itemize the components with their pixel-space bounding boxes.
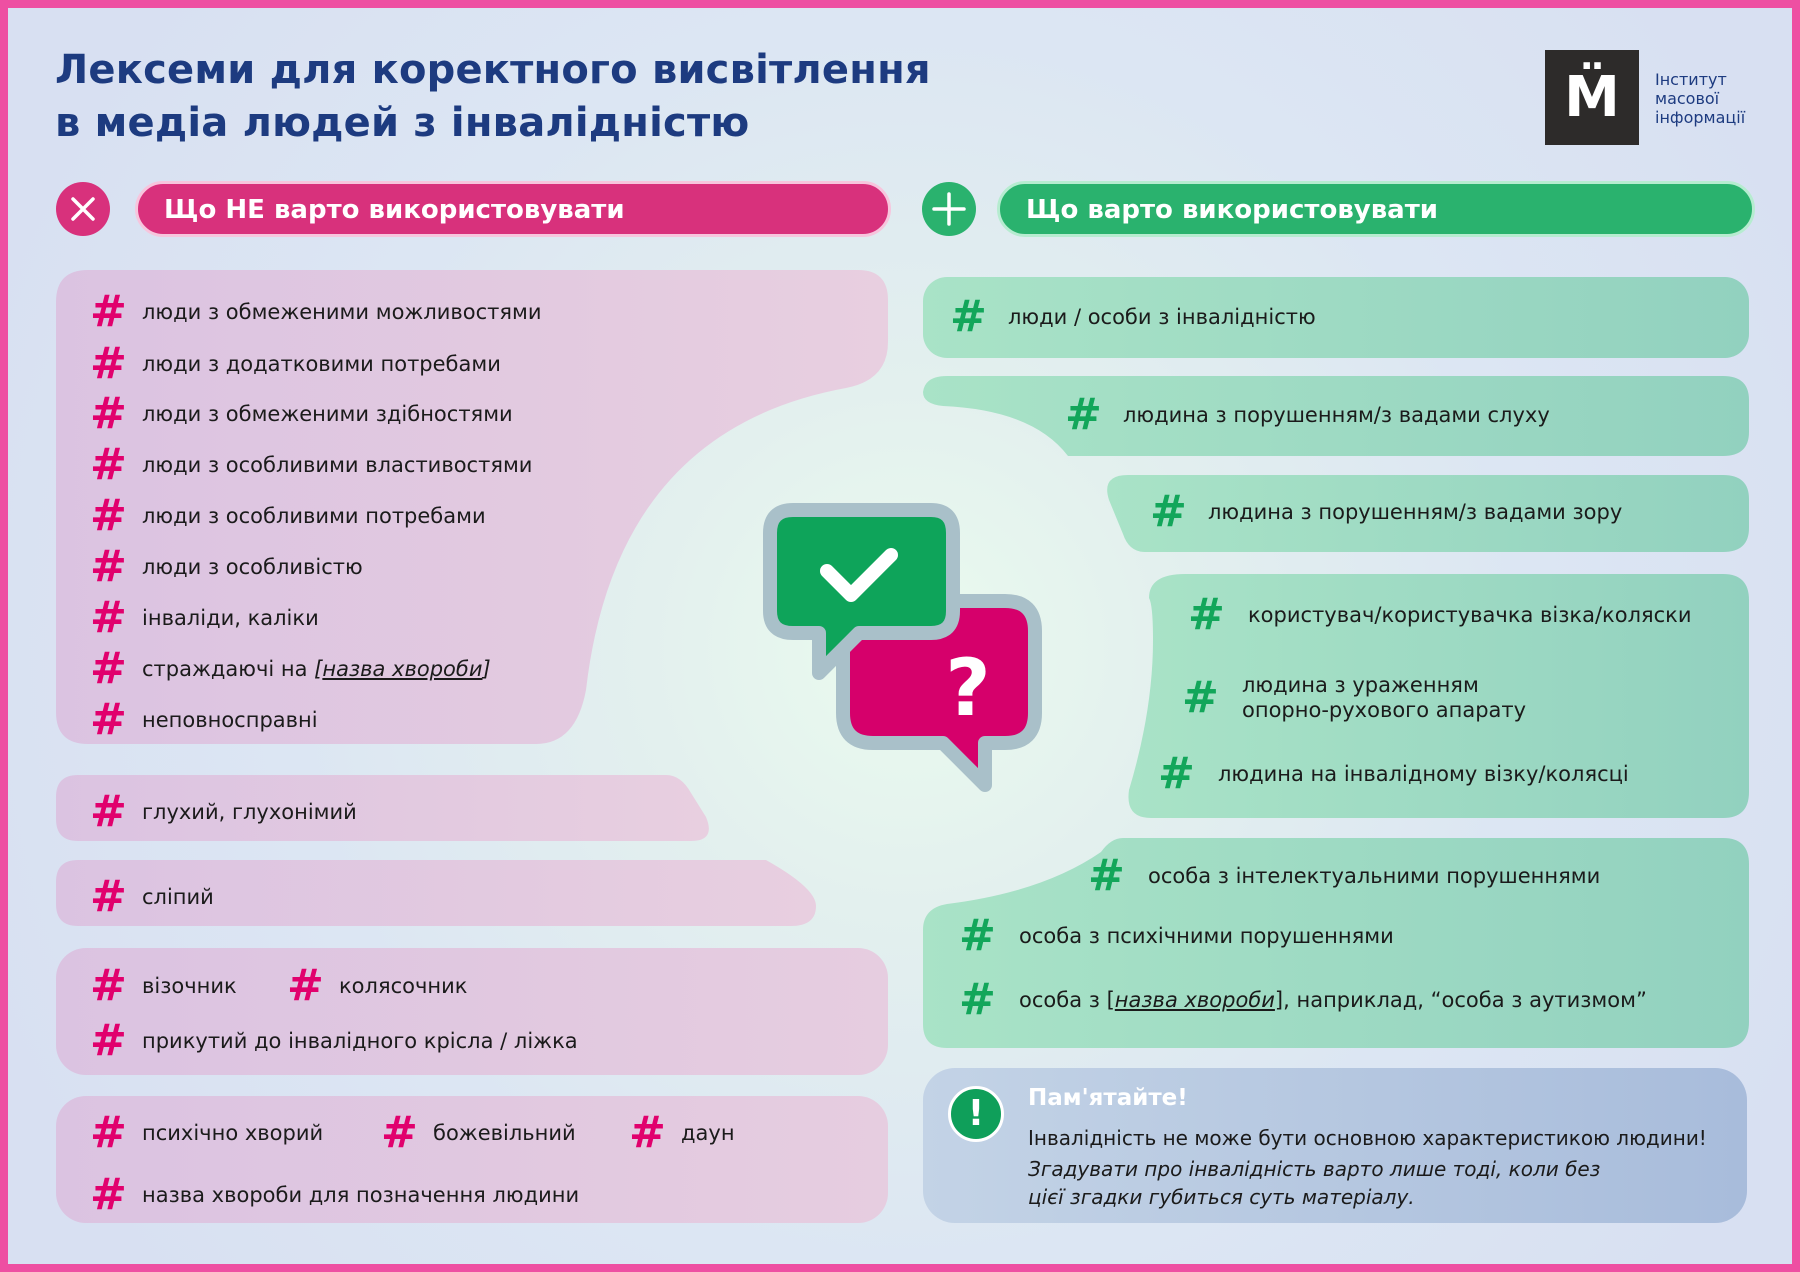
negative-term: люди з особливими потребами xyxy=(142,504,486,528)
positive-item xyxy=(1188,589,1692,640)
positive-item xyxy=(959,910,1394,961)
hash-icon: # xyxy=(90,1015,127,1066)
remember-note-line1: Згадувати про інвалідність варто лише тоді, коли без xyxy=(1028,1157,1601,1181)
negative-term: колясочник xyxy=(339,974,468,998)
remember-note xyxy=(1028,1155,1600,1211)
positive-term-disease xyxy=(1019,988,1647,1012)
suffering-prefix: страждаючі на xyxy=(142,657,315,681)
hash-icon: # xyxy=(950,291,987,342)
hash-icon: # xyxy=(1065,389,1102,440)
hash-icon: # xyxy=(1088,850,1125,901)
negative-term: даун xyxy=(681,1121,735,1145)
negative-term: інваліди, каліки xyxy=(142,606,319,630)
hash-icon: # xyxy=(90,338,127,389)
hash-icon: # xyxy=(1158,748,1195,799)
page-title-line1: Лексеми для коректного висвітлення xyxy=(55,47,931,93)
negative-item xyxy=(90,388,513,439)
negative-item xyxy=(90,643,491,694)
hash-icon: # xyxy=(90,388,127,439)
negative-item xyxy=(629,1107,735,1158)
header-negative: Що НЕ варто використовувати xyxy=(135,181,891,237)
positive-term-line1: людина з ураженням xyxy=(1242,673,1479,697)
hash-icon: # xyxy=(90,643,127,694)
remember-main-text: Інвалідність не може бути основною характеристикою людини! xyxy=(1028,1126,1707,1150)
hash-icon: # xyxy=(1188,589,1225,640)
negative-term: люди з додатковими потребами xyxy=(142,352,501,376)
hash-icon: # xyxy=(90,592,127,643)
svg-text:?: ? xyxy=(945,644,991,734)
hash-icon: # xyxy=(90,286,127,337)
chat-check-question-icon xyxy=(763,503,1058,793)
hash-icon: # xyxy=(90,871,127,922)
negative-item xyxy=(90,1015,578,1066)
negative-term: люди з обмеженими здібностями xyxy=(142,402,513,426)
negative-term: прикутий до інвалідного крісла / ліжка xyxy=(142,1029,578,1053)
hash-icon: # xyxy=(959,910,996,961)
negative-item xyxy=(90,786,357,837)
disease-suffix: ], наприклад, “особа з аутизмом” xyxy=(1274,988,1647,1012)
positive-term-line2: опорно-рухового апарату xyxy=(1242,698,1527,722)
remember-note-line2: цієї згадки губиться суть матеріалу. xyxy=(1028,1185,1415,1209)
positive-item xyxy=(1182,673,1526,723)
logo-line2: масової xyxy=(1655,89,1720,108)
positive-item xyxy=(1150,486,1623,537)
disease-prefix: особа з xyxy=(1019,988,1107,1012)
negative-term: люди з обмеженими можливостями xyxy=(142,300,542,324)
page-title xyxy=(55,44,931,150)
positive-term: людина з порушенням/з вадами зору xyxy=(1208,500,1623,524)
positive-term: люди / особи з інвалідністю xyxy=(1008,305,1316,329)
positive-item xyxy=(1088,850,1601,901)
negative-item xyxy=(90,1107,324,1158)
hash-icon: # xyxy=(90,490,127,541)
negative-term-suffering xyxy=(142,657,491,681)
negative-item xyxy=(90,694,318,745)
remember-title: Пам'ятайте! xyxy=(1028,1085,1188,1111)
plus-icon xyxy=(922,182,976,236)
positive-item xyxy=(950,291,1316,342)
hash-icon: # xyxy=(90,694,127,745)
negative-term: люди з особливістю xyxy=(142,555,363,579)
positive-item xyxy=(959,974,1647,1025)
negative-item xyxy=(90,490,486,541)
bracket-open: [ xyxy=(314,657,323,681)
disease-name-placeholder: назва хвороби xyxy=(1114,988,1275,1012)
close-icon xyxy=(56,182,110,236)
logo-text xyxy=(1655,70,1745,127)
negative-item xyxy=(287,960,468,1011)
bracket-open: [ xyxy=(1106,988,1115,1012)
hash-icon: # xyxy=(1150,486,1187,537)
negative-term: глухий, глухонімий xyxy=(142,800,357,824)
logo-line3: інформації xyxy=(1655,108,1746,127)
hash-icon: # xyxy=(90,541,127,592)
hash-icon: # xyxy=(629,1107,666,1158)
positive-item xyxy=(1158,748,1629,799)
bracket-close: ] xyxy=(482,657,491,681)
logo-line1: Інститут xyxy=(1655,70,1727,89)
negative-item xyxy=(90,541,363,592)
positive-term xyxy=(1242,673,1526,723)
logo: М̈ xyxy=(1545,50,1639,145)
negative-item xyxy=(90,1169,580,1220)
negative-term: божевільний xyxy=(433,1121,576,1145)
positive-item xyxy=(1065,389,1550,440)
negative-term: психічно хворий xyxy=(142,1121,324,1145)
positive-term: користувач/користувачка візка/коляски xyxy=(1248,603,1692,627)
positive-term: людина на інвалідному візку/колясці xyxy=(1218,762,1629,786)
negative-term: візочник xyxy=(142,974,237,998)
disease-name-placeholder: назва хвороби xyxy=(322,657,483,681)
negative-term: люди з особливими властивостями xyxy=(142,453,533,477)
hash-icon: # xyxy=(90,786,127,837)
header-positive: Що варто використовувати xyxy=(997,181,1755,237)
hash-icon: # xyxy=(90,1169,127,1220)
negative-item xyxy=(90,592,319,643)
positive-term: особа з психічними порушеннями xyxy=(1019,924,1394,948)
negative-item xyxy=(90,871,214,922)
positive-term: особа з інтелектуальними порушеннями xyxy=(1148,864,1601,888)
negative-item xyxy=(90,960,237,1011)
negative-term: сліпий xyxy=(142,885,214,909)
negative-item xyxy=(90,338,501,389)
hash-icon: # xyxy=(90,439,127,490)
hash-icon: # xyxy=(90,1107,127,1158)
negative-item xyxy=(381,1107,576,1158)
hash-icon: # xyxy=(381,1107,418,1158)
exclamation-icon: ! xyxy=(948,1086,1004,1142)
page-title-line2: в медіа людей з інвалідністю xyxy=(55,100,750,146)
positive-term: людина з порушенням/з вадами слуху xyxy=(1123,403,1550,427)
negative-item xyxy=(90,439,533,490)
hash-icon: # xyxy=(287,960,324,1011)
negative-item xyxy=(90,286,542,337)
hash-icon: # xyxy=(1182,672,1219,723)
negative-term: неповносправні xyxy=(142,708,318,732)
hash-icon: # xyxy=(959,974,996,1025)
hash-icon: # xyxy=(90,960,127,1011)
negative-term: назва хвороби для позначення людини xyxy=(142,1183,580,1207)
